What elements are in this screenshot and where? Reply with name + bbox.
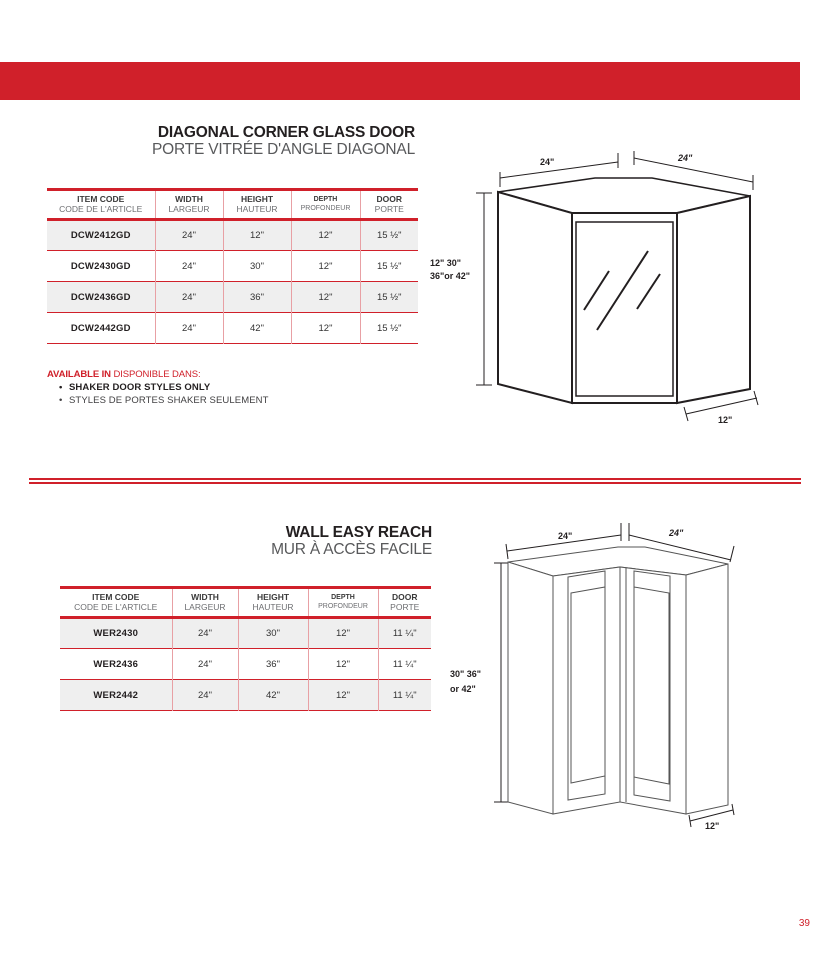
header-red-bar bbox=[0, 62, 800, 100]
col-item-code: ITEM CODE CODE DE L'ARTICLE bbox=[59, 193, 143, 214]
col-width: WIDTH LARGEUR bbox=[155, 190, 223, 220]
cell-door: 11 ¼" bbox=[378, 680, 431, 711]
dim-label-width-right: 24" bbox=[669, 528, 684, 538]
diagonal-corner-cabinet-diagram bbox=[420, 135, 780, 435]
cell-depth: 12" bbox=[308, 649, 378, 680]
cell-depth: 12" bbox=[308, 618, 378, 649]
availability-label-fr: DISPONIBLE DANS: bbox=[113, 369, 201, 380]
availability-note bbox=[47, 368, 269, 407]
title-en: DIAGONAL CORNER GLASS DOOR bbox=[157, 124, 415, 141]
col-depth: DEPTH PROFONDEUR bbox=[291, 190, 360, 220]
dim-tick bbox=[754, 391, 758, 405]
cell-depth: 12" bbox=[308, 680, 378, 711]
table-row bbox=[60, 649, 431, 680]
cell-code: DCW2430GD bbox=[70, 260, 131, 272]
col-depth: DEPTH PROFONDEUR bbox=[308, 588, 378, 618]
cell-door: 11 ¼" bbox=[378, 618, 431, 649]
dim-label-width-right: 24" bbox=[678, 153, 693, 163]
cell-width: 24" bbox=[155, 282, 223, 313]
col-door: DOOR PORTE bbox=[360, 190, 418, 220]
cell-code: DCW2436GD bbox=[70, 291, 131, 303]
cabinet-body bbox=[508, 547, 728, 814]
spec-table-wall-easy-reach bbox=[60, 586, 431, 711]
title-en: WALL EASY REACH bbox=[285, 524, 432, 541]
table-row bbox=[47, 282, 418, 313]
cell-depth: 12" bbox=[291, 313, 360, 344]
title-fr: PORTE VITRÉE D'ANGLE DIAGONAL bbox=[151, 141, 415, 159]
dim-line-depth bbox=[686, 398, 757, 414]
cell-door: 15 ½" bbox=[360, 282, 418, 313]
table-header-row bbox=[60, 588, 431, 618]
dim-tick bbox=[732, 804, 734, 815]
dim-label-height-line2: 36"or 42" bbox=[430, 271, 471, 281]
section-divider bbox=[29, 482, 801, 484]
cell-door: 15 ½" bbox=[360, 251, 418, 282]
cell-height: 12" bbox=[223, 220, 291, 251]
cell-door: 11 ¼" bbox=[378, 649, 431, 680]
dim-line-width-left bbox=[500, 162, 618, 178]
dim-label-depth: 12" bbox=[705, 821, 720, 831]
table-row bbox=[47, 251, 418, 282]
cell-width: 24" bbox=[172, 618, 238, 649]
cell-door: 15 ½" bbox=[360, 220, 418, 251]
col-height: HEIGHT HAUTEUR bbox=[238, 588, 308, 618]
availability-label-en: AVAILABLE IN bbox=[47, 369, 111, 380]
cell-height: 42" bbox=[223, 313, 291, 344]
section-divider bbox=[29, 478, 801, 480]
cell-height: 36" bbox=[238, 649, 308, 680]
table-row bbox=[47, 220, 418, 251]
col-door: DOOR PORTE bbox=[378, 588, 431, 618]
availability-item: • STYLES DE PORTES SHAKER SEULEMENT bbox=[59, 394, 269, 407]
section-title-wall-easy-reach bbox=[120, 524, 432, 558]
cell-depth: 12" bbox=[291, 251, 360, 282]
dim-tick bbox=[506, 544, 508, 559]
cell-code: WER2442 bbox=[93, 689, 139, 701]
table-row bbox=[60, 680, 431, 711]
availability-list bbox=[47, 381, 269, 407]
cell-width: 24" bbox=[155, 251, 223, 282]
title-fr: MUR À ACCÈS FACILE bbox=[271, 541, 432, 559]
col-width: WIDTH LARGEUR bbox=[172, 588, 238, 618]
cell-code: WER2430 bbox=[93, 628, 139, 639]
cell-height: 42" bbox=[238, 680, 308, 711]
col-height: HEIGHT HAUTEUR bbox=[223, 190, 291, 220]
cell-height: 30" bbox=[238, 618, 308, 649]
dim-label-height-line2: or 42" bbox=[450, 684, 476, 694]
dim-label-height-line1: 30" 36" bbox=[450, 669, 482, 679]
dim-label-width-left: 24" bbox=[558, 531, 573, 541]
table-row bbox=[60, 618, 431, 649]
cell-height: 30" bbox=[223, 251, 291, 282]
dim-label-depth: 12" bbox=[718, 415, 733, 425]
spec-table-diagonal-corner bbox=[47, 188, 418, 344]
cell-code: DCW2412GD bbox=[70, 230, 131, 241]
dim-label-width-left: 24" bbox=[540, 157, 555, 167]
page-number: 39 bbox=[798, 918, 810, 929]
wall-easy-reach-cabinet-diagram bbox=[440, 515, 770, 840]
availability-label bbox=[47, 368, 269, 381]
col-item-code: ITEM CODE CODE DE L'ARTICLE bbox=[74, 591, 158, 612]
dim-tick bbox=[730, 546, 734, 562]
cell-depth: 12" bbox=[291, 220, 360, 251]
cabinet-body bbox=[498, 178, 750, 403]
cell-depth: 12" bbox=[291, 282, 360, 313]
table-row bbox=[47, 313, 418, 344]
cell-width: 24" bbox=[172, 649, 238, 680]
availability-item: • SHAKER DOOR STYLES ONLY bbox=[59, 381, 269, 394]
cell-width: 24" bbox=[155, 220, 223, 251]
cell-width: 24" bbox=[172, 680, 238, 711]
cell-code: DCW2442GD bbox=[70, 322, 131, 334]
cell-code: WER2436 bbox=[93, 658, 139, 670]
cell-height: 36" bbox=[223, 282, 291, 313]
dim-label-height-line1: 12" 30" bbox=[430, 258, 462, 268]
cell-door: 15 ½" bbox=[360, 313, 418, 344]
section-title-diagonal-corner bbox=[100, 124, 415, 158]
cell-width: 24" bbox=[155, 313, 223, 344]
table-header-row bbox=[47, 190, 418, 220]
